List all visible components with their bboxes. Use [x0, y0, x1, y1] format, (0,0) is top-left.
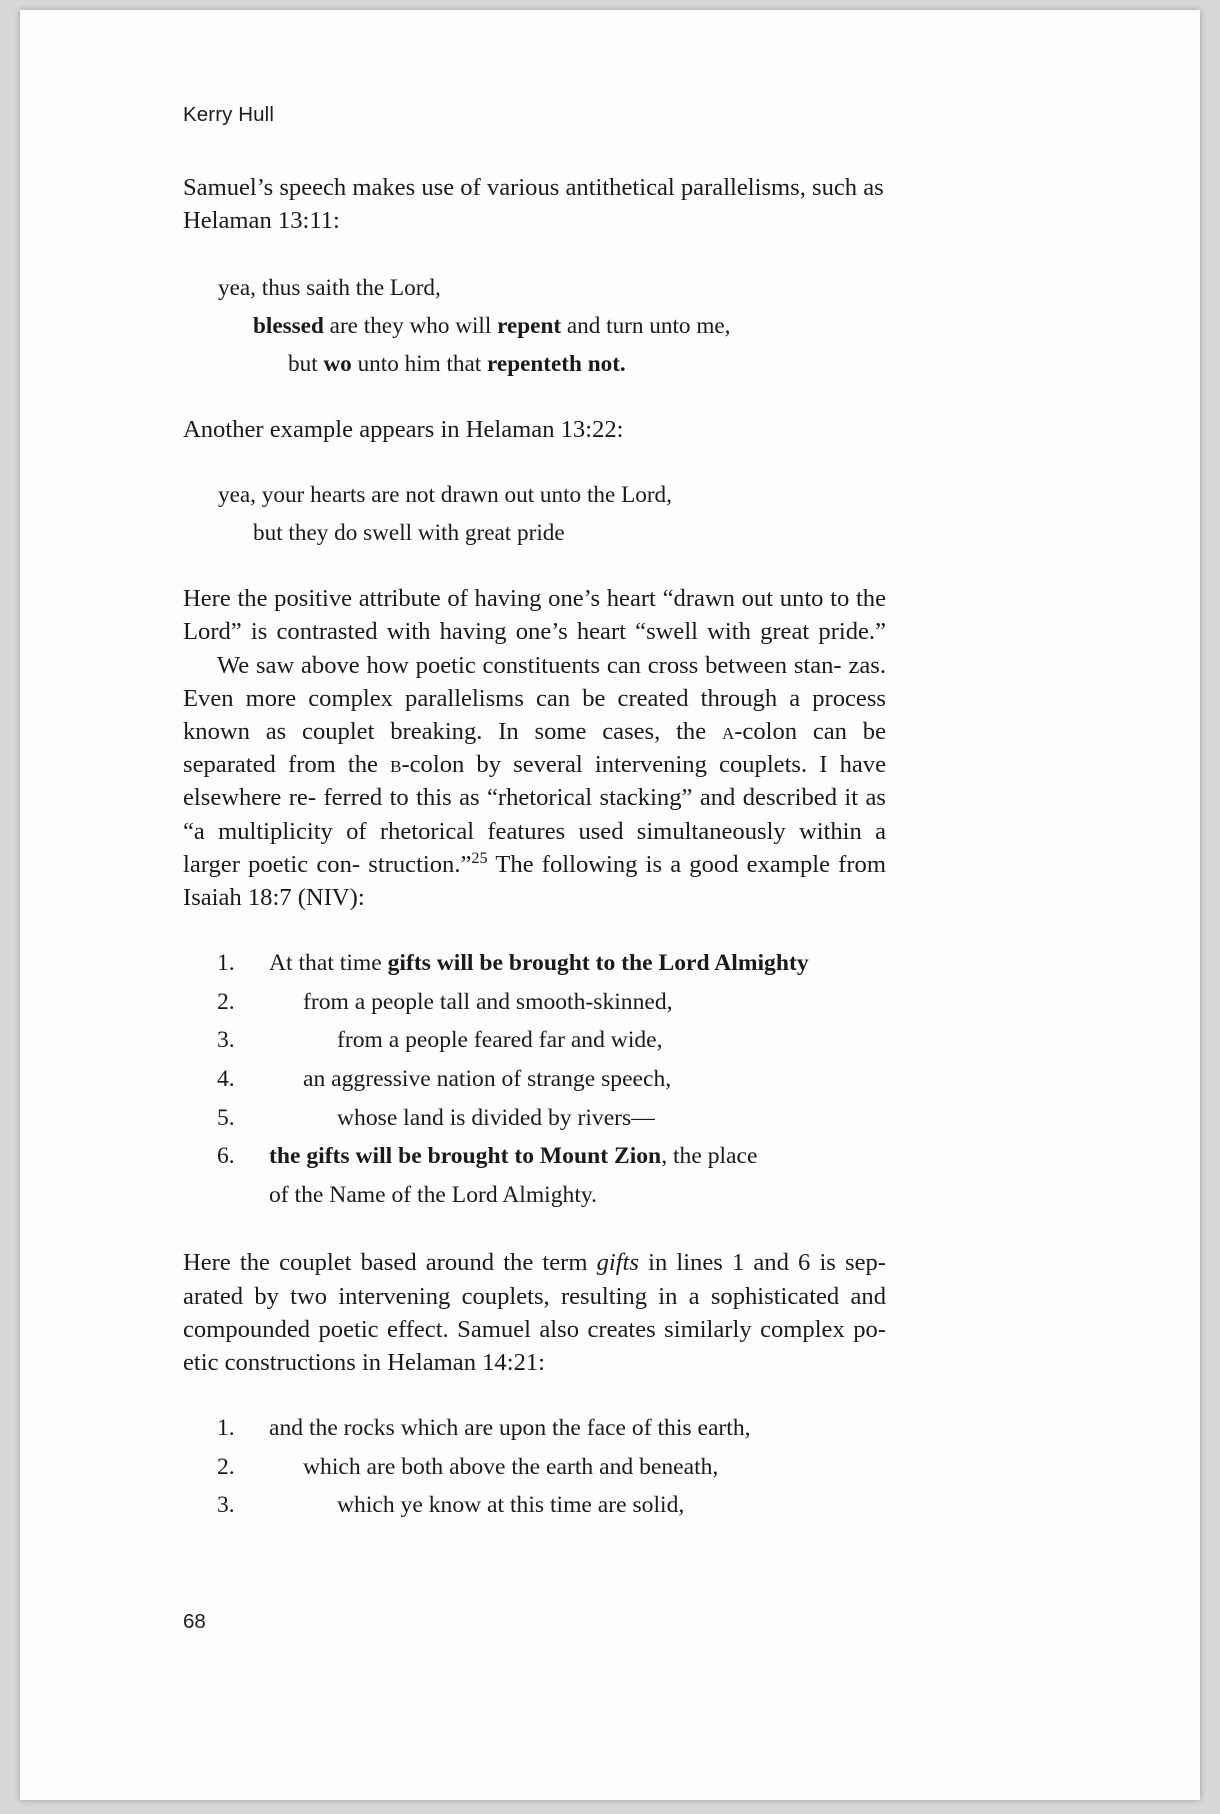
list-item-text: from a people feared far and wide,: [337, 1027, 663, 1054]
conclusion-line-2: arated by two intervening couplets, resulting in a sophisticated and: [183, 1282, 886, 1310]
quote-emphasis-wo: wo: [323, 350, 352, 377]
list-item-number: 2.: [217, 988, 235, 1015]
quote-line: [253, 307, 886, 345]
conclusion-line-4: etic constructions in Helaman 14:21:: [183, 1348, 545, 1376]
list-item-text: from a people tall and smooth-skinned,: [303, 988, 673, 1015]
page-content-column: [183, 10, 886, 1525]
analysis-line-5a: known as couplet breaking. In some cases, the: [183, 717, 722, 745]
paragraph-intro: [183, 171, 886, 237]
list-item-text-bold: gifts will be brought to the Lord Almighty: [387, 950, 809, 977]
page-number: 68: [183, 1610, 206, 1633]
quote-line-text: and turn unto me,: [561, 312, 731, 339]
list-item-text: [269, 944, 886, 983]
analysis-line-2: the Lord” is contrasted with having one’s heart “swell with great pride.”: [183, 585, 886, 646]
conclusion-line-1a: Here the couplet based around the term: [183, 1249, 597, 1277]
list-item-text: [269, 1137, 886, 1176]
italic-gifts: gifts: [596, 1249, 639, 1277]
list-item: [183, 983, 886, 1022]
list-item-text: which ye know at this time are solid,: [337, 1492, 685, 1519]
book-page: [20, 10, 1200, 1800]
quote-helaman-13-22: [183, 476, 886, 552]
smallcaps-b-colon: b: [390, 751, 402, 779]
list-item-number: 3.: [217, 1492, 235, 1519]
list-item: [183, 1137, 886, 1176]
list-item-number: 1.: [217, 950, 235, 977]
list-item-text: an aggressive nation of strange speech,: [303, 1065, 672, 1092]
list-item-text-plain: At that time: [269, 950, 388, 977]
quote-line-text: yea, your hearts are not drawn out unto the Lord,: [218, 482, 672, 509]
analysis-line-7: ferred to this as “rhetorical stacking” and described it as “a multiplicity: [183, 784, 886, 845]
quote-emphasis-repent: repent: [497, 312, 562, 339]
analysis-line-6a: from the: [288, 751, 391, 779]
quote-helaman-13-11: [183, 269, 886, 383]
list-item: [183, 1060, 886, 1099]
list-item-number: 2.: [217, 1453, 235, 1480]
quote-line-text: are they who will: [323, 312, 498, 339]
list-item-number: 4.: [217, 1065, 235, 1092]
list-item-number: 6.: [217, 1143, 235, 1170]
list-item-text: whose land is divided by rivers—: [337, 1104, 655, 1131]
list-item: [183, 1448, 886, 1487]
footnote-marker-25[interactable]: 25: [471, 848, 488, 867]
list-item-text-plain: , the place: [661, 1143, 758, 1170]
paragraph-analysis: [183, 582, 886, 914]
paragraph-another-example-text: Another example appears in Helaman 13:22:: [183, 415, 624, 443]
conclusion-line-1b: in lines 1 and 6 is sep-: [638, 1249, 886, 1277]
smallcaps-a-colon: a: [721, 717, 735, 745]
analysis-line-6b: -colon by several intervening couplets. I have elsewhere re-: [183, 751, 886, 812]
list-item-text-bold: the gifts will be brought to Mount Zion: [269, 1143, 662, 1170]
analysis-line-9b: The following is a good example from Isaiah 18:7 (NIV):: [183, 850, 886, 911]
quote-line-text: yea, thus saith the Lord,: [218, 274, 441, 301]
running-head: Kerry Hull: [183, 103, 274, 126]
list-item-text: which are both above the earth and beneath,: [303, 1453, 719, 1480]
analysis-line-1: Here the positive attribute of having one’s heart “drawn out unto to: [183, 585, 850, 613]
analysis-line-9a: struction.”: [368, 850, 472, 878]
paragraph-intro-line-1: Samuel’s speech makes use of various antithetical parallelisms, such as: [183, 173, 884, 201]
conclusion-line-3: compounded poetic effect. Samuel also creates similarly complex po-: [183, 1315, 886, 1343]
analysis-line-3: We saw above how poetic constituents can cross between stan-: [217, 651, 842, 679]
list-item-number: 1.: [217, 1415, 235, 1442]
list-item: [183, 1021, 886, 1060]
list-item: [183, 944, 886, 983]
quote-emphasis-repenteth-not: repenteth not.: [487, 350, 626, 377]
quote-line: [253, 514, 886, 552]
quote-line-text: but they do swell with great pride: [253, 520, 565, 547]
list-item: [183, 1099, 886, 1138]
paragraph-conclusion: [183, 1246, 886, 1379]
quote-line-text: unto him that: [351, 350, 488, 377]
quote-line-text: but: [288, 350, 324, 377]
quote-line: [218, 476, 886, 514]
paragraph-another-example: [183, 413, 886, 446]
numbered-list-isaiah-18-7: [183, 944, 886, 1214]
quote-emphasis-blessed: blessed: [253, 312, 324, 339]
paragraph-intro-line-2: Helaman 13:11:: [183, 206, 340, 234]
analysis-line-4: zas. Even more complex parallelisms can be created through a process: [183, 651, 886, 712]
analysis-line-8: of rhetorical features used simultaneously within a larger poetic con-: [183, 817, 886, 878]
numbered-list-helaman-14-21: [183, 1409, 886, 1525]
list-item-number: 5.: [217, 1104, 235, 1131]
list-item: [183, 1486, 886, 1525]
list-item: [183, 1409, 886, 1448]
quote-line: [288, 345, 886, 383]
list-item-continuation: of the Name of the Lord Almighty.: [269, 1181, 598, 1208]
analysis-line-5b: -colon can be separated: [183, 717, 886, 779]
list-item-text: and the rocks which are upon the face of this earth,: [269, 1415, 751, 1442]
quote-line: [218, 269, 886, 307]
list-item-number: 3.: [217, 1027, 235, 1054]
